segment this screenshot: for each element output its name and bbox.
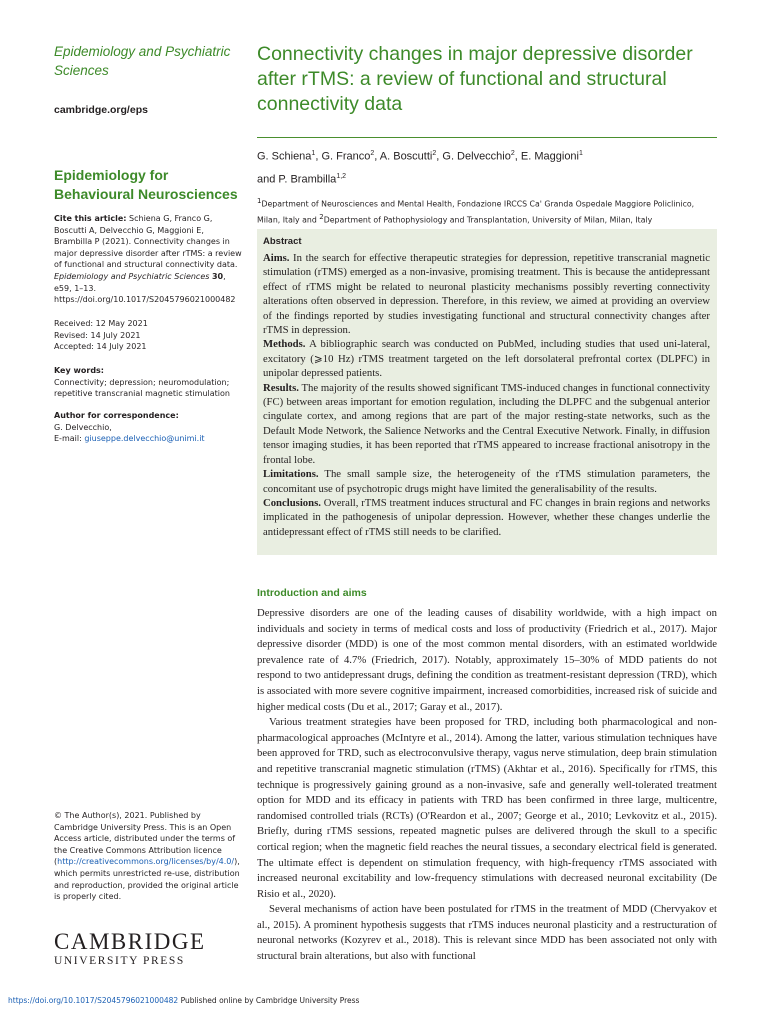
- paragraph: Depressive disorders are one of the leading causes of disability worldwide, with a high impact on individuals and society in terms of medical costs and loss of productivity (Friedrich et al., 2017). Major depressive disorder (MDD) is one of the most common mental disorders, with an estimated worldwide prevalence rate of 4.7% (Friedrich, 2017). Notably, approximately 15–30% of MDD patients do not respond to two antidepressant drugs, defining the condition as treatment-resistant depression (TRD), which is associated with more severe cognitive impairment, increased comorbidities, increased risk of suicide and higher medical costs (Du et al., 2017; Garay et al., 2017).: [257, 607, 717, 713]
- abstract-results-label: Results.: [263, 381, 299, 394]
- logo-university-press: UNIVERSITY PRESS: [54, 955, 185, 967]
- abstract-aims-text: In the search for effective therapeutic strategies for depression, repetitive transcranial magnetic stimulation (rTMS) emerged as a non-invasive, promising treatment. This is because the antidepressant effect of rTMS might be related to neuronal plasticity mechanisms possibly reverting connectivity alterations often observed in depression. Therefore, in this review, we aimed at providing an overview of the findings reported by studies investigating functional and structural connectivity changes after rTMS in depression.: [263, 252, 710, 337]
- author-affiliation-mark: 1: [311, 150, 316, 157]
- author: G. Schiena: [257, 150, 312, 163]
- abstract-aims-label: Aims.: [263, 252, 290, 264]
- abstract-limitations-label: Limitations.: [263, 468, 319, 481]
- correspondence-name: G. Delvecchio,: [54, 422, 112, 432]
- author: E. Maggioni: [520, 150, 579, 163]
- abstract-aims: [263, 251, 710, 337]
- date-received: Received: 12 May 2021: [54, 319, 148, 328]
- cite-label: Cite this article:: [54, 214, 127, 223]
- date-accepted: Accepted: 14 July 2021: [54, 342, 147, 352]
- footer-text: Published online by Cambridge University Press: [178, 996, 360, 1005]
- abstract-methods-label: Methods.: [263, 338, 306, 351]
- paragraph: Various treatment strategies have been proposed for TRD, including both pharmacological and non-pharmacological approaches (McIntyre et al., 2014). Among the latter, various stimulation techniques have been approved for TRD, such as electroconvulsive therapy, vagus nerve stimulation, deep brain stimulation and repetitive transcranial magnetic stimulation (rTMS) (Akhtar et al., 2016). Specifically for rTMS, this technique is progressively gaining ground as a non-invasive, safe and generally well-tolerated treatment option for MDD and its efficacy in patients with TRD has been confirmed in three large, multicentre, randomised controlled trials (RCTs) (O'Reardon et al., 2007; George et al., 2010; Levkovitz et al., 2015). Briefly, during rTMS sessions, repeated magnetic pulses are delivered through the skull to a specific cortical region; when the magnetic field reaches the neural tissues, a secondary electrical field is generated. The ultimate effect is dependent on stimulation frequency, with high-frequency rTMS associated with increased neuronal excitability and low-frequency stimulations with decreased neuronal excitability (De Risio et al., 2020).: [257, 716, 717, 900]
- body-text: [257, 606, 717, 965]
- abstract-limitations-text: The small sample size, the heterogeneity of the rTMS stimulation parameters, the concomitant use of psychotropic drugs might have limited the generalisability of the results.: [263, 468, 710, 495]
- cite-volume: 30: [211, 271, 224, 281]
- author: A. Boscutti: [379, 150, 433, 163]
- abstract-conclusions: [263, 496, 710, 539]
- page-footer: [8, 996, 359, 1005]
- abstract-box: [257, 229, 717, 555]
- author: P. Brambilla: [278, 173, 337, 186]
- section-heading-introduction: Introduction and aims: [257, 587, 367, 599]
- affiliation-text: Department of Neurosciences and Mental Health, Fondazione IRCCS Ca' Granda Ospedale Maggiore Policlinico, Milan, Italy and: [257, 199, 695, 225]
- author: G. Franco: [321, 150, 371, 163]
- author-list: G. Schiena$^1$, G. Franco$^2$, A. Boscutti$^2$, G. Delvecchio$^2$, E. Maggioni$^1$ and P. Brambilla$^{1,2}$: [257, 150, 583, 186]
- affiliation-text: Department of Pathophysiology and Transplantation, University of Milan, Milan, Italy: [323, 215, 653, 225]
- license-text-2: ), which permits unrestricted re-use, distribution and reproduction, provided the original article is properly cited.: [54, 857, 240, 902]
- author-affiliation-mark: 2: [370, 150, 375, 157]
- author-affiliation-mark: 2: [432, 150, 437, 157]
- article-dates: [54, 318, 244, 353]
- abstract-conclusions-label: Conclusions.: [263, 496, 321, 509]
- affiliations: [257, 195, 717, 226]
- abstract-conclusions-text: Overall, rTMS treatment induces structural and FC changes in brain regions and networks implicated in the pathogenesis of unipolar depression. However, whether these changes underlie the antidepressant effect of rTMS still needs to be clarified.: [263, 496, 710, 538]
- email-link[interactable]: giuseppe.delvecchio@unimi.it: [84, 434, 205, 444]
- author-conjunction: and: [257, 173, 276, 186]
- abstract-results-text: The majority of the results showed significant TMS-induced changes in functional connectivity (FC) between areas important for emotion regulation, including the DLPFC and the subgenual anterior cingulate cortex, and among regions that are part of the major resting-state networks, such as the Default Mode Network, the Salience Networks and the Central Executive Network. Finally, in diffusion tensor imaging studies, it has been reported that rTMS appeared to increase fractional anisotropy in the frontal lobe.: [263, 381, 710, 466]
- author-affiliation-mark: 1,2: [336, 172, 347, 180]
- affiliation-number: 2: [319, 212, 324, 221]
- abstract-methods: [263, 337, 710, 380]
- license-block: [54, 810, 244, 903]
- author-affiliation-mark: 1: [579, 150, 583, 157]
- license-link[interactable]: http://creativecommons.org/licenses/by/4.0/: [57, 857, 235, 867]
- correspondence-block: [54, 410, 244, 445]
- abstract-limitations: [263, 467, 710, 496]
- abstract-methods-text: A bibliographic search was conducted on PubMed, including studies that used uni-lateral, excitatory (⩾10 Hz) rTMS treatment targeted on the left dorsolateral prefrontal cortex (DLPFC) in unipolar depressed patients.: [263, 338, 710, 380]
- journal-url[interactable]: cambridge.org/eps: [54, 104, 148, 116]
- article-title: Connectivity changes in major depressive disorder after rTMS: a review of functional and structural connectivity data: [257, 43, 693, 115]
- title-divider: [257, 137, 717, 138]
- journal-name: Epidemiology and Psychiatric Sciences: [54, 44, 231, 78]
- citation-block: [54, 213, 244, 306]
- section-label: Epidemiology for Behavioural Neurosciences: [54, 167, 238, 202]
- cite-journal: Epidemiology and Psychiatric Sciences: [54, 271, 210, 281]
- cite-rest: , e59, 1–13. https://doi.org/10.1017/S2045796021000482: [54, 271, 236, 305]
- keywords-label: Key words:: [54, 366, 105, 375]
- correspondence-label: Author for correspondence:: [54, 411, 179, 420]
- affiliation-number: 1: [257, 197, 262, 205]
- footer-doi-link[interactable]: https://doi.org/10.1017/S2045796021000482: [8, 996, 179, 1005]
- logo-cambridge: CAMBRIDGE: [54, 929, 206, 954]
- cambridge-logo: [54, 930, 204, 968]
- date-revised: Revised: 14 July 2021: [54, 330, 141, 340]
- author: G. Delvecchio: [442, 150, 511, 163]
- cite-text: Schiena G, Franco G, Boscutti A, Delvecchio G, Maggioni E, Brambilla P (2021). Connectivity changes in major depressive disorder after rTMS: a review of functional and structural connectivity data.: [54, 214, 242, 270]
- paragraph: Several mechanisms of action have been postulated for rTMS in the treatment of MDD (Chervyakov et al., 2015). A prominent hypothesis suggests that rTMS induces neuronal plasticity and a restructuration of neuronal networks (Kozyrev et al., 2018). This is relevant since MDD has been associated not only with structural brain alterations, but also with functional: [257, 903, 717, 963]
- author-affiliation-mark: 2: [510, 150, 515, 157]
- abstract-heading: Abstract: [263, 236, 302, 247]
- keywords-block: [54, 365, 244, 400]
- license-text-1: © The Author(s), 2021. Published by Cambridge University Press. This is an Open Access article, distributed under the terms of the Creative Commons Attribution licence (: [54, 811, 236, 867]
- keywords-text: Connectivity; depression; neuromodulation; repetitive transcranial magnetic stimulation: [54, 377, 230, 399]
- email-label: E-mail:: [54, 434, 82, 444]
- abstract-results: [263, 381, 710, 467]
